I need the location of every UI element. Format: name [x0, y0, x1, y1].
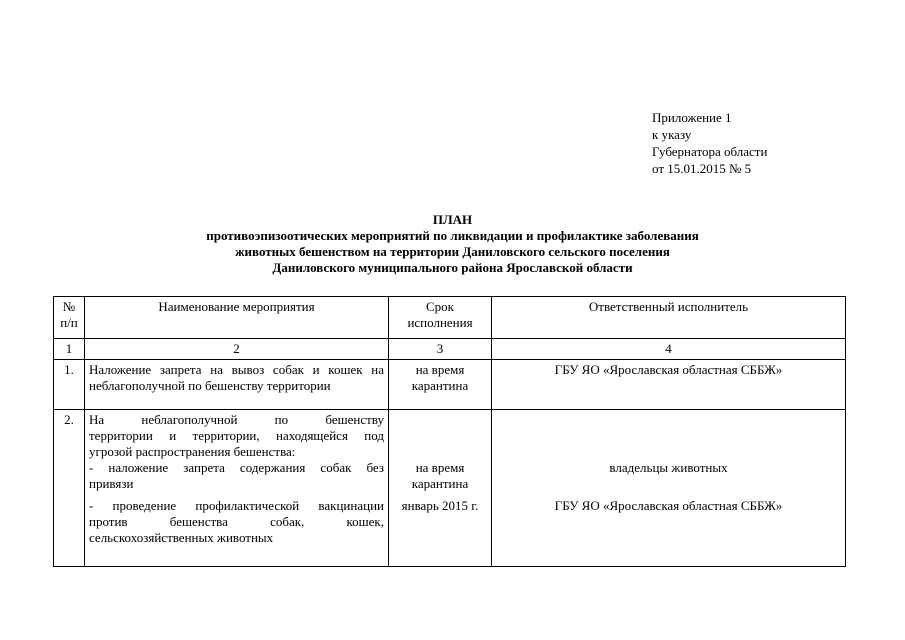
row-term: на время карантина январь 2015 г.: [389, 409, 492, 566]
row-number: 2.: [54, 409, 85, 566]
column-number: 2: [85, 338, 389, 359]
header-name: Наименование мероприятия: [85, 297, 389, 339]
row-responsible: ГБУ ЯО «Ярославская областная СББЖ»: [492, 359, 846, 409]
column-number: 4: [492, 338, 846, 359]
title-line: животных бешенством на территории Даниловского сельского поселения: [235, 244, 670, 259]
table-header-row: [54, 297, 846, 339]
column-number-row: [54, 338, 846, 359]
column-number: 1: [54, 338, 85, 359]
table-row: [54, 359, 846, 409]
row-responsible: владельцы животных ГБУ ЯО «Ярославская областная СББЖ»: [492, 409, 846, 566]
table-row: [54, 409, 846, 566]
title-line: Даниловского муниципального района Ярославской области: [272, 260, 633, 275]
header-term: Срок исполнения: [389, 297, 492, 339]
appendix-block: [652, 110, 872, 178]
appendix-line: к указу: [652, 127, 692, 142]
header-responsible: Ответственный исполнитель: [492, 297, 846, 339]
row-term: на время карантина: [389, 359, 492, 409]
appendix-line: Губернатора области: [652, 144, 768, 159]
row-name: На неблагополучной по бешенству территории и территории, находящейся под угрозой распространения бешенства: - наложение запрета содержания собак без привязи - проведение профилактической вакцинации против бешенства собак, кошек, сельскохозяйственных животных: [85, 409, 389, 566]
title-line: противоэпизоотических мероприятий по ликвидации и профилактике заболевания: [206, 228, 699, 243]
header-num: № п/п: [54, 297, 85, 339]
column-number: 3: [389, 338, 492, 359]
appendix-date: от 15.01.2015 № 5: [652, 161, 752, 176]
title-heading: ПЛАН: [432, 212, 473, 227]
plan-table: [53, 296, 846, 567]
appendix-line: Приложение 1: [652, 110, 732, 125]
row-number: 1.: [54, 359, 85, 409]
document-title: [0, 212, 905, 276]
row-name: Наложение запрета на вывоз собак и кошек на неблагополучной по бешенству территории: [85, 359, 389, 409]
